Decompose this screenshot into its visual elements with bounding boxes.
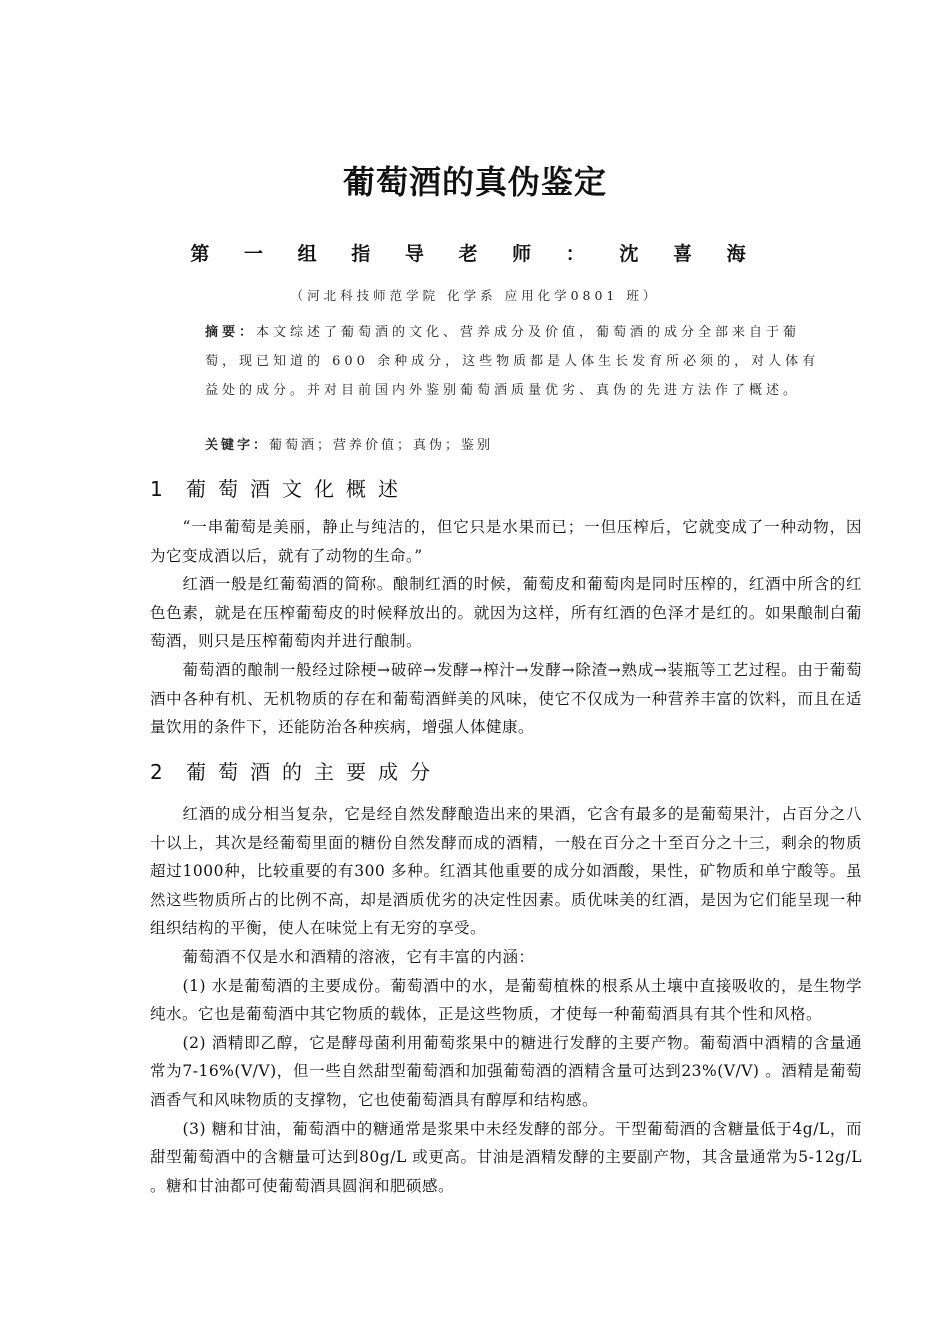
document-title: 葡萄酒的真伪鉴定 (342, 163, 607, 201)
abstract (205, 318, 830, 405)
list-item: (1) 水是葡萄酒的主要成份。葡萄酒中的水，是葡萄植株的根系从土壤中直接吸收的，是生物学纯水。它也是葡萄酒中其它物质的载体，正是这些物质，才使每一种葡萄酒具有其个性和风格。 (150, 976, 862, 1024)
abstract-label: 摘要： (205, 325, 257, 340)
paragraph: “一串葡萄是美丽，静止与纯洁的，但它只是水果而已；一但压榨后，它就变成了一种动物，因为它变成酒以后，就有了动物的生命。” (150, 518, 862, 565)
section-1-number: 1 (150, 477, 163, 501)
section-2-body (150, 800, 862, 1200)
paragraph: 葡萄酒不仅是水和酒精的溶液，它有丰富的内涵： (182, 947, 535, 966)
section-1-body (150, 513, 862, 742)
group-and-advisor: 第 一 组 指 导 老 师 ： 沈 喜 海 (190, 243, 760, 265)
list-item: (2) 酒精即乙醇，它是酵母菌利用葡萄浆果中的糖进行发酵的主要产物。葡萄酒中酒精的含量通常为7-16%(V/V)，但一些自然甜型葡萄酒和加强葡萄酒的酒精含量可达到23%(V/V) 。酒精是葡萄酒香气和风味物质的支撑物，它也使葡萄酒具有醇厚和结构感。 (150, 1033, 862, 1109)
section-1-heading (150, 474, 410, 504)
keywords-text: 葡萄酒；营养价值；真伪；鉴别 (269, 438, 494, 453)
paragraph: 葡萄酒的酿制一般经过除梗→破碎→发酵→榨汁→发酵→除渣→熟成→装瓶等工艺过程。由于葡萄酒中各种有机、无机物质的存在和葡萄酒鲜美的风味，使它不仅成为一种营养丰富的饮料，而且在适量饮用的条件下，还能防治各种疾病，增强人体健康。 (150, 660, 862, 737)
section-2-number: 2 (150, 760, 163, 784)
affiliation: （河北科技师范学院 化学系 应用化学0801 班） (290, 288, 660, 303)
paragraph: 红酒一般是红葡萄酒的简称。酿制红酒的时候，葡萄皮和葡萄肉是同时压榨的，红酒中所含的红色色素，就是在压榨葡萄皮的时候释放出的。就因为这样，所有红酒的色泽才是红的。如果酿制白葡萄酒，则只是压榨葡萄肉并进行酿制。 (150, 575, 862, 651)
keywords-label: 关键字： (205, 438, 270, 453)
abstract-text: 本文综述了葡萄酒的文化、营养成分及价值，葡萄酒的成分全部来自于葡萄，现已知道的 600 余种成分，这些物质都是人体生长发育所必须的，对人体有益处的成分。并对目前国内外鉴别葡萄酒质量优劣、真伪的先进方法作了概述。 (205, 325, 820, 398)
section-2-heading (150, 757, 442, 787)
keywords (205, 432, 830, 460)
section-1-title: 葡萄酒文化概述 (186, 477, 410, 501)
list-item: (3) 糖和甘油，葡萄酒中的糖通常是浆果中未经发酵的部分。干型葡萄酒的含糖量低于4g/L，而甜型葡萄酒中的含糖量可达到80g/L 或更高。甘油是酒精发酵的主要副产物，其含量通常为5-12g/L 。糖和甘油都可使葡萄酒具圆润和肥硕感。 (150, 1119, 862, 1195)
paragraph: 红酒的成分相当复杂，它是经自然发酵酿造出来的果酒，它含有最多的是葡萄果汁，占百分之八十以上，其次是经葡萄里面的糖份自然发酵而成的酒精，一般在百分之十至百分之十三，剩余的物质超过1000种，比较重要的有300 多种。红酒其他重要的成分如酒酸，果性，矿物质和单宁酸等。虽然这些物质所占的比例不高，却是酒质优劣的决定性因素。质优味美的红酒，是因为它们能呈现一种组织结构的平衡，使人在味觉上有无穷的享受。 (150, 805, 862, 938)
section-2-title: 葡萄酒的主要成分 (186, 760, 442, 784)
